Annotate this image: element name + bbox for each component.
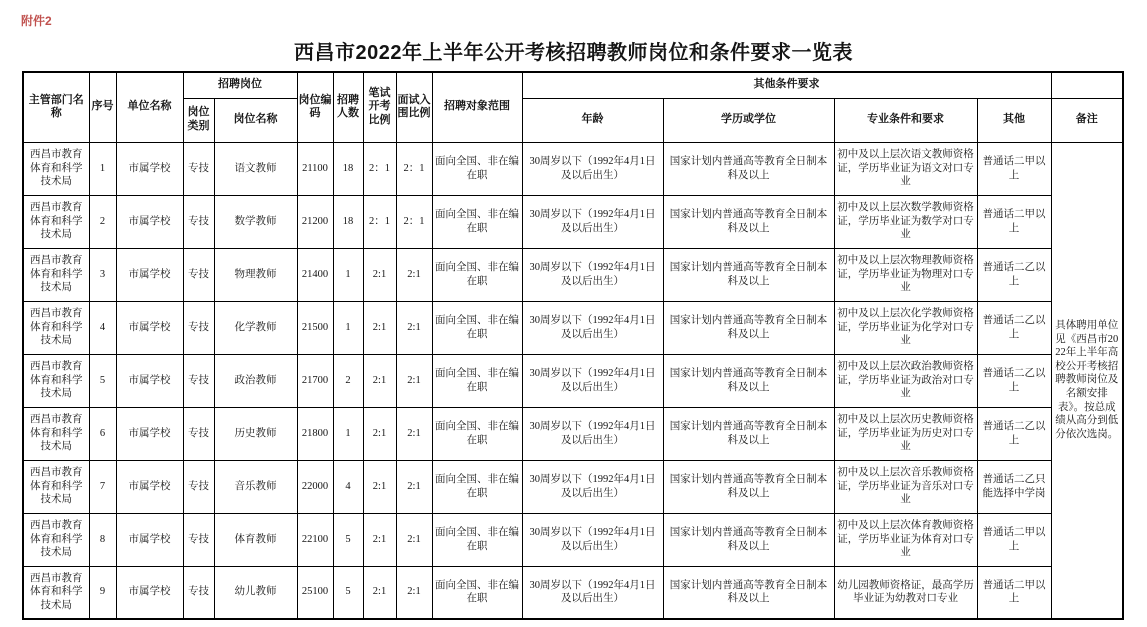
dept-cell: 西昌市教育体育和科学技术局: [23, 142, 89, 195]
post-type-cell: 专技: [183, 354, 214, 407]
scope-cell: 面向全国、非在编在职: [432, 301, 522, 354]
unit-cell: 市属学校: [116, 460, 183, 513]
post-name-cell: 语文教师: [214, 142, 297, 195]
education-cell: 国家计划内普通高等教育全日制本科及以上: [663, 354, 834, 407]
dept-cell: 西昌市教育体育和科学技术局: [23, 566, 89, 619]
education-cell: 国家计划内普通高等教育全日制本科及以上: [663, 407, 834, 460]
header-headcount: 招聘人数: [333, 72, 363, 142]
written-ratio-cell: 2:1: [363, 407, 396, 460]
header-post-type: 岗位类别: [183, 98, 214, 142]
other-cell: 普通话二甲以上: [977, 142, 1051, 195]
table-header: [23, 72, 1123, 142]
dept-cell: 西昌市教育体育和科学技术局: [23, 460, 89, 513]
post-name-cell: 音乐教师: [214, 460, 297, 513]
table-row: [23, 301, 1123, 354]
post-type-cell: 专技: [183, 195, 214, 248]
interview-ratio-cell: 2:1: [396, 460, 432, 513]
header-other-group: 其他条件要求: [522, 72, 1051, 98]
table-row: [23, 513, 1123, 566]
age-cell: 30周岁以下（1992年4月1日及以后出生）: [522, 195, 663, 248]
scope-cell: 面向全国、非在编在职: [432, 248, 522, 301]
major-cell: 初中及以上层次物理教师资格证，学历毕业证为物理对口专业: [834, 248, 977, 301]
education-cell: 国家计划内普通高等教育全日制本科及以上: [663, 248, 834, 301]
unit-cell: 市属学校: [116, 407, 183, 460]
headcount-cell: 18: [333, 195, 363, 248]
scope-cell: 面向全国、非在编在职: [432, 407, 522, 460]
headcount-cell: 5: [333, 566, 363, 619]
post-type-cell: 专技: [183, 301, 214, 354]
table-row: [23, 248, 1123, 301]
written-ratio-cell: 2:1: [363, 354, 396, 407]
header-post-name: 岗位名称: [214, 98, 297, 142]
unit-cell: 市属学校: [116, 195, 183, 248]
other-cell: 普通话二乙以上: [977, 301, 1051, 354]
scope-cell: 面向全国、非在编在职: [432, 566, 522, 619]
post-code-cell: 21500: [297, 301, 333, 354]
age-cell: 30周岁以下（1992年4月1日及以后出生）: [522, 513, 663, 566]
post-name-cell: 政治教师: [214, 354, 297, 407]
age-cell: 30周岁以下（1992年4月1日及以后出生）: [522, 407, 663, 460]
post-type-cell: 专技: [183, 460, 214, 513]
remark-cell: 具体聘用单位见《西昌市2022年上半年高校公开考核招聘教师岗位及名额安排表》。按总成绩从高分到低分依次选岗。: [1051, 142, 1123, 619]
table-row: [23, 566, 1123, 619]
seq-cell: 3: [89, 248, 116, 301]
seq-cell: 2: [89, 195, 116, 248]
written-ratio-cell: 2:1: [363, 301, 396, 354]
header-dept: 主管部门名称: [23, 72, 89, 142]
table-body: [23, 142, 1123, 619]
dept-cell: 西昌市教育体育和科学技术局: [23, 195, 89, 248]
interview-ratio-cell: 2:1: [396, 566, 432, 619]
scope-cell: 面向全国、非在编在职: [432, 195, 522, 248]
interview-ratio-cell: 2:1: [396, 513, 432, 566]
unit-cell: 市属学校: [116, 513, 183, 566]
other-cell: 普通话二乙以上: [977, 354, 1051, 407]
unit-cell: 市属学校: [116, 301, 183, 354]
header-post-code: 岗位编码: [297, 72, 333, 142]
post-name-cell: 历史教师: [214, 407, 297, 460]
unit-cell: 市属学校: [116, 248, 183, 301]
seq-cell: 9: [89, 566, 116, 619]
table-row: [23, 407, 1123, 460]
post-name-cell: 体育教师: [214, 513, 297, 566]
header-remark-spacer: [1051, 72, 1123, 98]
age-cell: 30周岁以下（1992年4月1日及以后出生）: [522, 566, 663, 619]
post-name-cell: 幼儿教师: [214, 566, 297, 619]
age-cell: 30周岁以下（1992年4月1日及以后出生）: [522, 354, 663, 407]
age-cell: 30周岁以下（1992年4月1日及以后出生）: [522, 142, 663, 195]
other-cell: 普通话二甲以上: [977, 513, 1051, 566]
post-code-cell: 22100: [297, 513, 333, 566]
attachment-label: 附件2: [21, 14, 52, 28]
dept-cell: 西昌市教育体育和科学技术局: [23, 354, 89, 407]
seq-cell: 1: [89, 142, 116, 195]
post-type-cell: 专技: [183, 566, 214, 619]
interview-ratio-cell: 2:1: [396, 354, 432, 407]
header-scope: 招聘对象范围: [432, 72, 522, 142]
header-interview-ratio: 面试入围比例: [396, 72, 432, 142]
education-cell: 国家计划内普通高等教育全日制本科及以上: [663, 142, 834, 195]
scope-cell: 面向全国、非在编在职: [432, 142, 522, 195]
headcount-cell: 4: [333, 460, 363, 513]
scope-cell: 面向全国、非在编在职: [432, 354, 522, 407]
header-post-group: 招聘岗位: [183, 72, 297, 98]
table-row: [23, 460, 1123, 513]
major-cell: 初中及以上层次语文教师资格证，学历毕业证为语文对口专业: [834, 142, 977, 195]
header-age: 年龄: [522, 98, 663, 142]
headcount-cell: 18: [333, 142, 363, 195]
scope-cell: 面向全国、非在编在职: [432, 513, 522, 566]
post-code-cell: 22000: [297, 460, 333, 513]
table-row: [23, 142, 1123, 195]
post-code-cell: 21100: [297, 142, 333, 195]
major-cell: 幼儿园教师资格证，最高学历毕业证为幼教对口专业: [834, 566, 977, 619]
post-type-cell: 专技: [183, 142, 214, 195]
unit-cell: 市属学校: [116, 566, 183, 619]
interview-ratio-cell: 2：1: [396, 142, 432, 195]
written-ratio-cell: 2:1: [363, 460, 396, 513]
dept-cell: 西昌市教育体育和科学技术局: [23, 248, 89, 301]
seq-cell: 4: [89, 301, 116, 354]
table-row: [23, 195, 1123, 248]
education-cell: 国家计划内普通高等教育全日制本科及以上: [663, 566, 834, 619]
post-code-cell: 21800: [297, 407, 333, 460]
post-type-cell: 专技: [183, 513, 214, 566]
written-ratio-cell: 2：1: [363, 195, 396, 248]
interview-ratio-cell: 2：1: [396, 195, 432, 248]
post-name-cell: 化学教师: [214, 301, 297, 354]
major-cell: 初中及以上层次体育教师资格证，学历毕业证为体育对口专业: [834, 513, 977, 566]
seq-cell: 5: [89, 354, 116, 407]
post-name-cell: 物理教师: [214, 248, 297, 301]
education-cell: 国家计划内普通高等教育全日制本科及以上: [663, 460, 834, 513]
age-cell: 30周岁以下（1992年4月1日及以后出生）: [522, 301, 663, 354]
post-code-cell: 21400: [297, 248, 333, 301]
table-row: [23, 354, 1123, 407]
major-cell: 初中及以上层次化学教师资格证，学历毕业证为化学对口专业: [834, 301, 977, 354]
education-cell: 国家计划内普通高等教育全日制本科及以上: [663, 513, 834, 566]
major-cell: 初中及以上层次音乐教师资格证，学历毕业证为音乐对口专业: [834, 460, 977, 513]
written-ratio-cell: 2:1: [363, 248, 396, 301]
other-cell: 普通话二乙只能选择中学岗: [977, 460, 1051, 513]
education-cell: 国家计划内普通高等教育全日制本科及以上: [663, 301, 834, 354]
dept-cell: 西昌市教育体育和科学技术局: [23, 513, 89, 566]
post-code-cell: 25100: [297, 566, 333, 619]
post-code-cell: 21700: [297, 354, 333, 407]
header-other: 其他: [977, 98, 1051, 142]
post-name-cell: 数学教师: [214, 195, 297, 248]
other-cell: 普通话二乙以上: [977, 248, 1051, 301]
positions-table: [22, 71, 1124, 620]
dept-cell: 西昌市教育体育和科学技术局: [23, 301, 89, 354]
interview-ratio-cell: 2:1: [396, 301, 432, 354]
header-major: 专业条件和要求: [834, 98, 977, 142]
dept-cell: 西昌市教育体育和科学技术局: [23, 407, 89, 460]
headcount-cell: 1: [333, 301, 363, 354]
headcount-cell: 2: [333, 354, 363, 407]
unit-cell: 市属学校: [116, 142, 183, 195]
major-cell: 初中及以上层次政治教师资格证，学历毕业证为政治对口专业: [834, 354, 977, 407]
written-ratio-cell: 2：1: [363, 142, 396, 195]
header-written-ratio: 笔试开考比例: [363, 72, 396, 142]
header-unit: 单位名称: [116, 72, 183, 142]
post-type-cell: 专技: [183, 407, 214, 460]
page-title: 西昌市2022年上半年公开考核招聘教师岗位和条件要求一览表: [294, 42, 853, 64]
major-cell: 初中及以上层次历史教师资格证，学历毕业证为历史对口专业: [834, 407, 977, 460]
headcount-cell: 1: [333, 248, 363, 301]
age-cell: 30周岁以下（1992年4月1日及以后出生）: [522, 460, 663, 513]
seq-cell: 8: [89, 513, 116, 566]
age-cell: 30周岁以下（1992年4月1日及以后出生）: [522, 248, 663, 301]
post-code-cell: 21200: [297, 195, 333, 248]
headcount-cell: 5: [333, 513, 363, 566]
written-ratio-cell: 2:1: [363, 513, 396, 566]
education-cell: 国家计划内普通高等教育全日制本科及以上: [663, 195, 834, 248]
scope-cell: 面向全国、非在编在职: [432, 460, 522, 513]
other-cell: 普通话二甲以上: [977, 566, 1051, 619]
post-type-cell: 专技: [183, 248, 214, 301]
other-cell: 普通话二甲以上: [977, 195, 1051, 248]
unit-cell: 市属学校: [116, 354, 183, 407]
major-cell: 初中及以上层次数学教师资格证，学历毕业证为数学对口专业: [834, 195, 977, 248]
header-education: 学历或学位: [663, 98, 834, 142]
other-cell: 普通话二乙以上: [977, 407, 1051, 460]
seq-cell: 6: [89, 407, 116, 460]
written-ratio-cell: 2:1: [363, 566, 396, 619]
interview-ratio-cell: 2:1: [396, 407, 432, 460]
headcount-cell: 1: [333, 407, 363, 460]
seq-cell: 7: [89, 460, 116, 513]
header-seq: 序号: [89, 72, 116, 142]
header-remark: 备注: [1051, 98, 1123, 142]
interview-ratio-cell: 2:1: [396, 248, 432, 301]
